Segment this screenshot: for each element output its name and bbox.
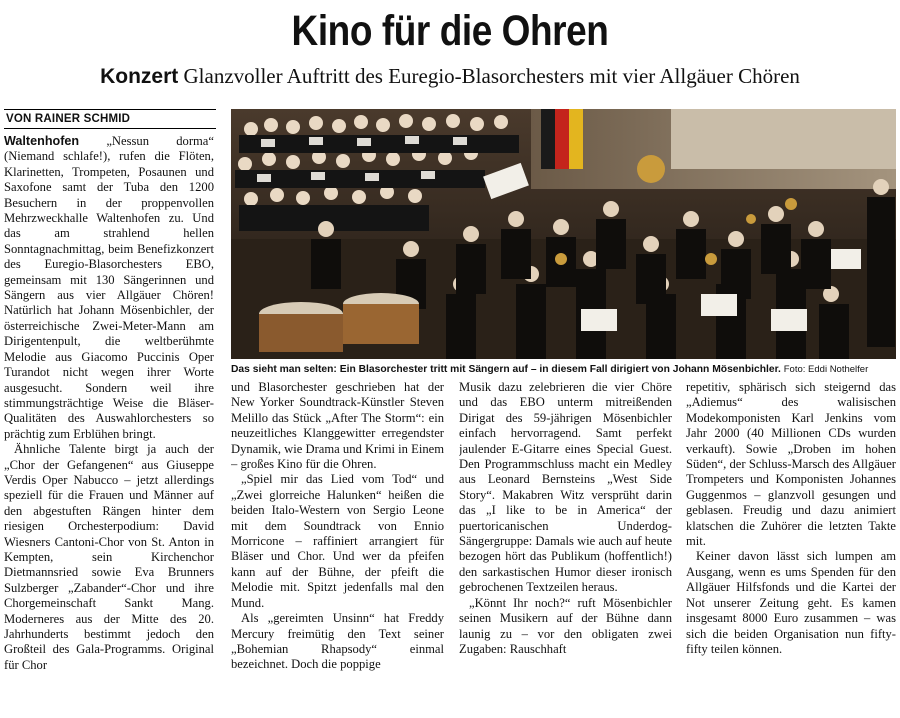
- subheadline: [0, 62, 900, 91]
- article-paragraph: Ähnliche Talente birgt ja auch der „Chor der Gefangenen“ aus Giuseppe Verdis Oper Nabucco – jetzt allerdings speziell für die Frauen und Männer auf den abgestuften Rängen hinter dem riesigen Orchesterpodium: David Wiesners Cantoni-Chor von St. Anton in Kempten, sein Kirchenchor Dietmannsried sowie Eva Brunners Sulzberger „Zabander“-Chor und ihre Chorgemeinschaft Sankt Mang. Moderneres aus der Mitte des 20. Jahrhunderts bestimmt jedoch den Großteil des Gala-Programms. Original für Chor: [4, 442, 214, 672]
- concert-photo: [231, 109, 896, 359]
- dateline-place: Waltenhofen: [4, 134, 80, 148]
- article-paragraph: „Könnt Ihr noch?“ ruft Mösenbichler seinen Musikern auf der Bühne dann launig zu – vor den obligaten zwei Zugaben: Rauschhaft: [459, 595, 672, 656]
- article-paragraph: und Blasorchester geschrieben hat der New Yorker Soundtrack-Künstler Steven Melillo das Stück „After The Storm“: ein neuzeitliches Klanggewitter erregendster Dynamik, wie Drama und Krimi in Einem – großes Kino für die Ohren.: [231, 380, 444, 472]
- paragraph-text: „Nessun dorma“ (Niemand schlafe!), rufen die Flöten, Klarinetten, Trompeten, Posaunen und Saxofone samt der Tuba den 1200 Besuchern in der proppenvollen Mehrzweckhalle Waltenhofen zu. Und das am strahlend hellen Sonntagnachmittag, beim Benefizkonzert des Euregio-Blasorchesters EBO, gemeinsam mit 130 Sängerinnen und Sängern aus vier Allgäuer Chören! Natürlich hat Johann Mösenbichler, der österreichische Zwei-Meter-Mann am Dirigentenpult, die weltberühmte Melodie aus Giacomo Puccinis Oper Turandot nicht wegen ihrer Worte ausgesucht. Sondern weil ihre stimmungsträchtige Weise die Bläser-Qualitäten des Auswahlorchesters so prächtig zum Erblühen bringt.: [4, 134, 214, 441]
- photo-caption-text: Das sieht man selten: Ein Blasorchester tritt mit Sängern auf – in diesem Fall dirigiert von Johann Mösenbichler.: [231, 364, 781, 375]
- photo-credit: Foto: Eddi Nothelfer: [783, 364, 869, 375]
- article-paragraph: repetitiv, sphärisch sich steigernd das „Adiemus“ des walisischen Modekomponisten Karl Jenkins vom Jahr 2000 (40 Millionen CDs wurden verkauft). Sowie „Droben im hohen Süden“, der Schluss-Marsch des Allgäuer Trompeters und Komponisten Johannes Guggenmos – glanzvoll gesungen und geblasen. Freudig und dazu animiert klatschen die Zuhörer die letzten Takte mit.: [686, 380, 896, 549]
- photo-caption: [231, 362, 896, 378]
- article-column-1: [4, 134, 214, 716]
- article-column-3: [459, 380, 672, 716]
- article-column-4: [686, 380, 896, 716]
- article-paragraph: [4, 134, 214, 442]
- concert-photo-illustration: [231, 109, 896, 359]
- byline: VON RAINER SCHMID: [4, 109, 216, 129]
- article-paragraph: Keiner davon lässt sich lumpen am Ausgang, wenn es ums Spenden für den Allgäuer Hilfsfonds und die Kartei der Not unserer Zeitung geht. Es kamen insgesamt 8000 Euro zusammen – was sich die beiden Organisation nun fifty-fifty teilen können.: [686, 549, 896, 656]
- article-paragraph: „Spiel mir das Lied vom Tod“ und „Zwei glorreiche Halunken“ heißen die beiden Italo-Western von Sergio Leone mit dem Soundtrack von Ennio Morricone – raffiniert arrangiert für Bläser und Chor. Und wer da pfeifen kann auf der Bühne, der pfeift die Melodie mit. Spitzt jedenfalls mal den Mund.: [231, 472, 444, 610]
- subheadline-text: Glanzvoller Auftritt des Euregio-Blasorchesters mit vier Allgäuer Chören: [183, 64, 800, 88]
- article-paragraph: Musik dazu zelebrieren die vier Chöre und das EBO unterm mitreißenden Dirigat des 59-jährigen Mösenbichler einfach hervorragend. Samt perfekt jaulender E-Gitarre eines Special Guest. Den Programmschluss macht ein Medley aus Leonard Bernsteins „West Side Story“. Makabren Witz versprüht darin das „I like to be in America“ der puertoricanischen Underdog-Sängergruppe: Damals wie auch auf heute bezogen hört das Publikum (hoffentlich!) den sarkastischen Humor dieser ironisch gebrochenen Textzeilen heraus.: [459, 380, 672, 595]
- headline: Kino für die Ohren: [291, 7, 609, 55]
- subheadline-kicker: Konzert: [100, 65, 179, 88]
- article-column-2: [231, 380, 444, 716]
- article-paragraph: Als „gereimten Unsinn“ hat Freddy Mercury freimütig den Text seiner „Bohemian Rhapsody“ einmal bezeichnet. Doch die poppige: [231, 611, 444, 672]
